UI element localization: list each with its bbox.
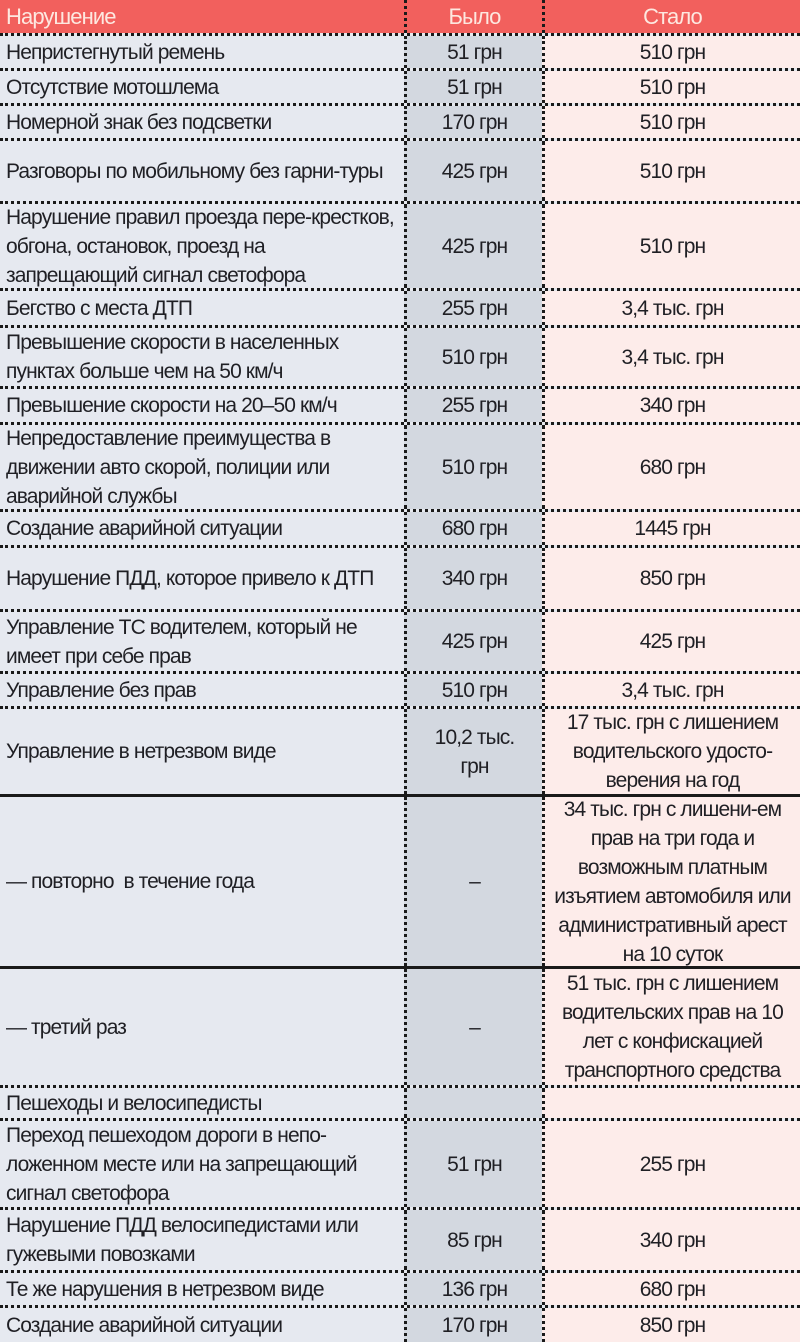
before-value: 255 грн	[441, 296, 508, 320]
violation-cell	[0, 291, 404, 325]
violation-cell	[0, 674, 404, 706]
after-cell	[542, 389, 800, 422]
violation-text: Непристегнутый ремень	[6, 40, 225, 64]
violation-cell	[0, 1308, 404, 1342]
violation-cell	[0, 1210, 404, 1270]
before-cell	[404, 1210, 542, 1270]
before-value: 510 грн	[441, 455, 508, 479]
before-cell	[404, 548, 542, 609]
after-value: 3,4 тыс. грн	[621, 345, 724, 369]
table-row	[0, 201, 800, 288]
table-row	[0, 33, 800, 68]
violation-cell	[0, 106, 404, 138]
after-cell	[542, 141, 800, 201]
after-cell	[542, 1308, 800, 1342]
before-cell	[404, 797, 542, 966]
violation-text: Переход пешеходом дороги в непо-ложенном месте или на запрещающий сигнал светофора	[6, 1123, 357, 1205]
before-cell	[404, 71, 542, 103]
table-row	[0, 966, 800, 1085]
violation-cell	[0, 1121, 404, 1207]
after-value: 1445 грн	[634, 517, 711, 540]
table-row	[0, 671, 800, 706]
after-value: 17 тыс. грн с лишением водительского удосто-верения на год	[566, 711, 779, 792]
violation-text: — третий раз	[6, 1015, 126, 1039]
after-value: 850 грн	[639, 1313, 706, 1337]
before-cell	[404, 1088, 542, 1118]
after-cell	[542, 36, 800, 68]
violation-cell	[0, 328, 404, 386]
after-cell	[542, 548, 800, 609]
violation-text: Номерной знак без подсветки	[6, 110, 272, 134]
before-cell	[404, 204, 542, 288]
before-value: 425 грн	[441, 630, 508, 653]
after-value: 340 грн	[639, 1228, 706, 1252]
violation-cell	[0, 425, 404, 509]
violation-text: Бегство с места ДТП	[6, 296, 193, 320]
before-value: 425 грн	[441, 234, 508, 258]
before-value: 170 грн	[441, 1313, 508, 1337]
violation-text: Превышение скорости в населенных пунктах больше чем на 50 км/ч	[6, 331, 339, 383]
after-cell	[542, 969, 800, 1085]
violation-text: Превышение скорости на 20–50 км/ч	[6, 394, 337, 417]
before-cell	[404, 1121, 542, 1207]
after-value: 850 грн	[639, 567, 706, 590]
violation-cell	[0, 1273, 404, 1305]
before-value: 510 грн	[441, 678, 508, 702]
violation-cell	[0, 141, 404, 201]
after-cell	[542, 106, 800, 138]
after-value: 510 грн	[639, 110, 706, 134]
table-row	[0, 1207, 800, 1270]
after-value: 51 тыс. грн с лишением водительских прав на 10 лет с конфискацией транспортного средства	[562, 972, 783, 1082]
before-cell	[404, 612, 542, 671]
before-value: 425 грн	[441, 159, 508, 183]
violation-text: Те же нарушения в нетрезвом виде	[6, 1277, 324, 1301]
before-value: 10,2 тыс. грн	[434, 725, 515, 778]
before-value: 340 грн	[441, 567, 508, 590]
before-cell	[404, 291, 542, 325]
after-value: 425 грн	[639, 630, 706, 653]
before-cell	[404, 141, 542, 201]
after-cell	[542, 328, 800, 386]
after-cell	[542, 709, 800, 794]
section-row-pedestrians	[0, 1085, 800, 1118]
table-row	[0, 138, 800, 201]
after-cell	[542, 291, 800, 325]
before-cell	[404, 512, 542, 545]
before-cell	[404, 425, 542, 509]
table-row	[0, 325, 800, 386]
after-cell	[542, 797, 800, 966]
violation-text: Непредоставление преимущества в движении авто скорой, полиции или аварийной службы	[6, 426, 331, 508]
after-value: 510 грн	[639, 75, 706, 99]
before-cell	[404, 106, 542, 138]
violation-text: Нарушение ПДД велосипедистами или гужевыми повозками	[6, 1214, 358, 1266]
after-cell	[542, 612, 800, 671]
before-value: 51 грн	[447, 75, 502, 99]
table-row	[0, 509, 800, 545]
table-row	[0, 609, 800, 671]
table-row	[0, 1118, 800, 1207]
violation-text: Нарушение правил проезда пере-крестков, обгона, остановок, проезд на запрещающий сигнал светофора	[6, 205, 394, 287]
after-value: 255 грн	[639, 1152, 706, 1176]
header-after-label: Стало	[643, 4, 702, 29]
violation-text: Создание аварийной ситуации	[6, 517, 283, 540]
table-row	[0, 68, 800, 103]
table-row	[0, 288, 800, 325]
table-row	[0, 386, 800, 422]
after-cell	[542, 1210, 800, 1270]
after-value: 680 грн	[639, 455, 706, 479]
violation-cell	[0, 512, 404, 545]
violation-text: Создание аварийной ситуации	[6, 1313, 283, 1337]
header-before-label: Было	[448, 4, 501, 29]
section-label	[0, 1088, 404, 1118]
after-value: 34 тыс. грн с лишени-ем прав на три года и возможным платным изъятием автомобиля или административный арест на 10 суток	[554, 797, 791, 966]
before-value: 136 грн	[441, 1277, 508, 1301]
before-value: 51 грн	[447, 40, 502, 64]
header-violation-label: Нарушение	[6, 4, 116, 29]
violation-text: Управление без прав	[6, 678, 196, 702]
before-cell	[404, 969, 542, 1085]
violation-text: — повторно в течение года	[6, 870, 255, 893]
before-cell	[404, 1273, 542, 1305]
after-value: 510 грн	[639, 40, 706, 64]
violation-cell	[0, 797, 404, 966]
violation-cell	[0, 36, 404, 68]
after-cell	[542, 204, 800, 288]
before-value: 85 грн	[447, 1228, 502, 1252]
after-cell	[542, 1088, 800, 1118]
violation-text: Управление в нетрезвом виде	[6, 740, 276, 763]
violation-text: Управление ТС водителем, который не имеет при себе прав	[6, 615, 357, 668]
before-value: –	[469, 870, 480, 893]
before-cell	[404, 328, 542, 386]
violation-cell	[0, 548, 404, 609]
section-label-text: Пешеходы и велосипедисты	[6, 1091, 262, 1115]
after-value: 3,4 тыс. грн	[621, 296, 724, 320]
violation-cell	[0, 204, 404, 288]
table-row	[0, 103, 800, 138]
violation-text: Отсутствие мотошлема	[6, 75, 219, 99]
table-row	[0, 794, 800, 966]
after-value: 510 грн	[639, 159, 706, 183]
before-value: 170 грн	[441, 110, 508, 134]
before-cell	[404, 1308, 542, 1342]
after-value: 680 грн	[639, 1277, 706, 1301]
violation-cell	[0, 71, 404, 103]
table-row	[0, 1305, 800, 1342]
violation-cell	[0, 612, 404, 671]
before-value: 51 грн	[447, 1152, 502, 1176]
header-before	[404, 0, 542, 33]
after-value: 3,4 тыс. грн	[621, 678, 724, 702]
header-violation	[0, 0, 404, 33]
after-cell	[542, 71, 800, 103]
violation-cell	[0, 969, 404, 1085]
table-row	[0, 706, 800, 794]
before-value: 255 грн	[441, 394, 508, 417]
before-value: –	[469, 1015, 480, 1039]
after-cell	[542, 512, 800, 545]
table-row	[0, 422, 800, 509]
after-cell	[542, 674, 800, 706]
before-cell	[404, 674, 542, 706]
before-cell	[404, 709, 542, 794]
before-value: 510 грн	[441, 345, 508, 369]
after-cell	[542, 425, 800, 509]
violation-cell	[0, 709, 404, 794]
header-after	[542, 0, 800, 33]
table-header	[0, 0, 800, 33]
after-value: 510 грн	[639, 234, 706, 258]
before-cell	[404, 36, 542, 68]
table-row	[0, 545, 800, 609]
after-cell	[542, 1273, 800, 1305]
violation-text: Нарушение ПДД, которое привело к ДТП	[6, 567, 374, 590]
before-value: 680 грн	[441, 517, 508, 540]
table-row	[0, 1270, 800, 1305]
after-cell	[542, 1121, 800, 1207]
before-cell	[404, 389, 542, 422]
violation-cell	[0, 389, 404, 422]
after-value: 340 грн	[639, 394, 706, 417]
violation-text: Разговоры по мобильному без гарни-туры	[6, 159, 383, 183]
